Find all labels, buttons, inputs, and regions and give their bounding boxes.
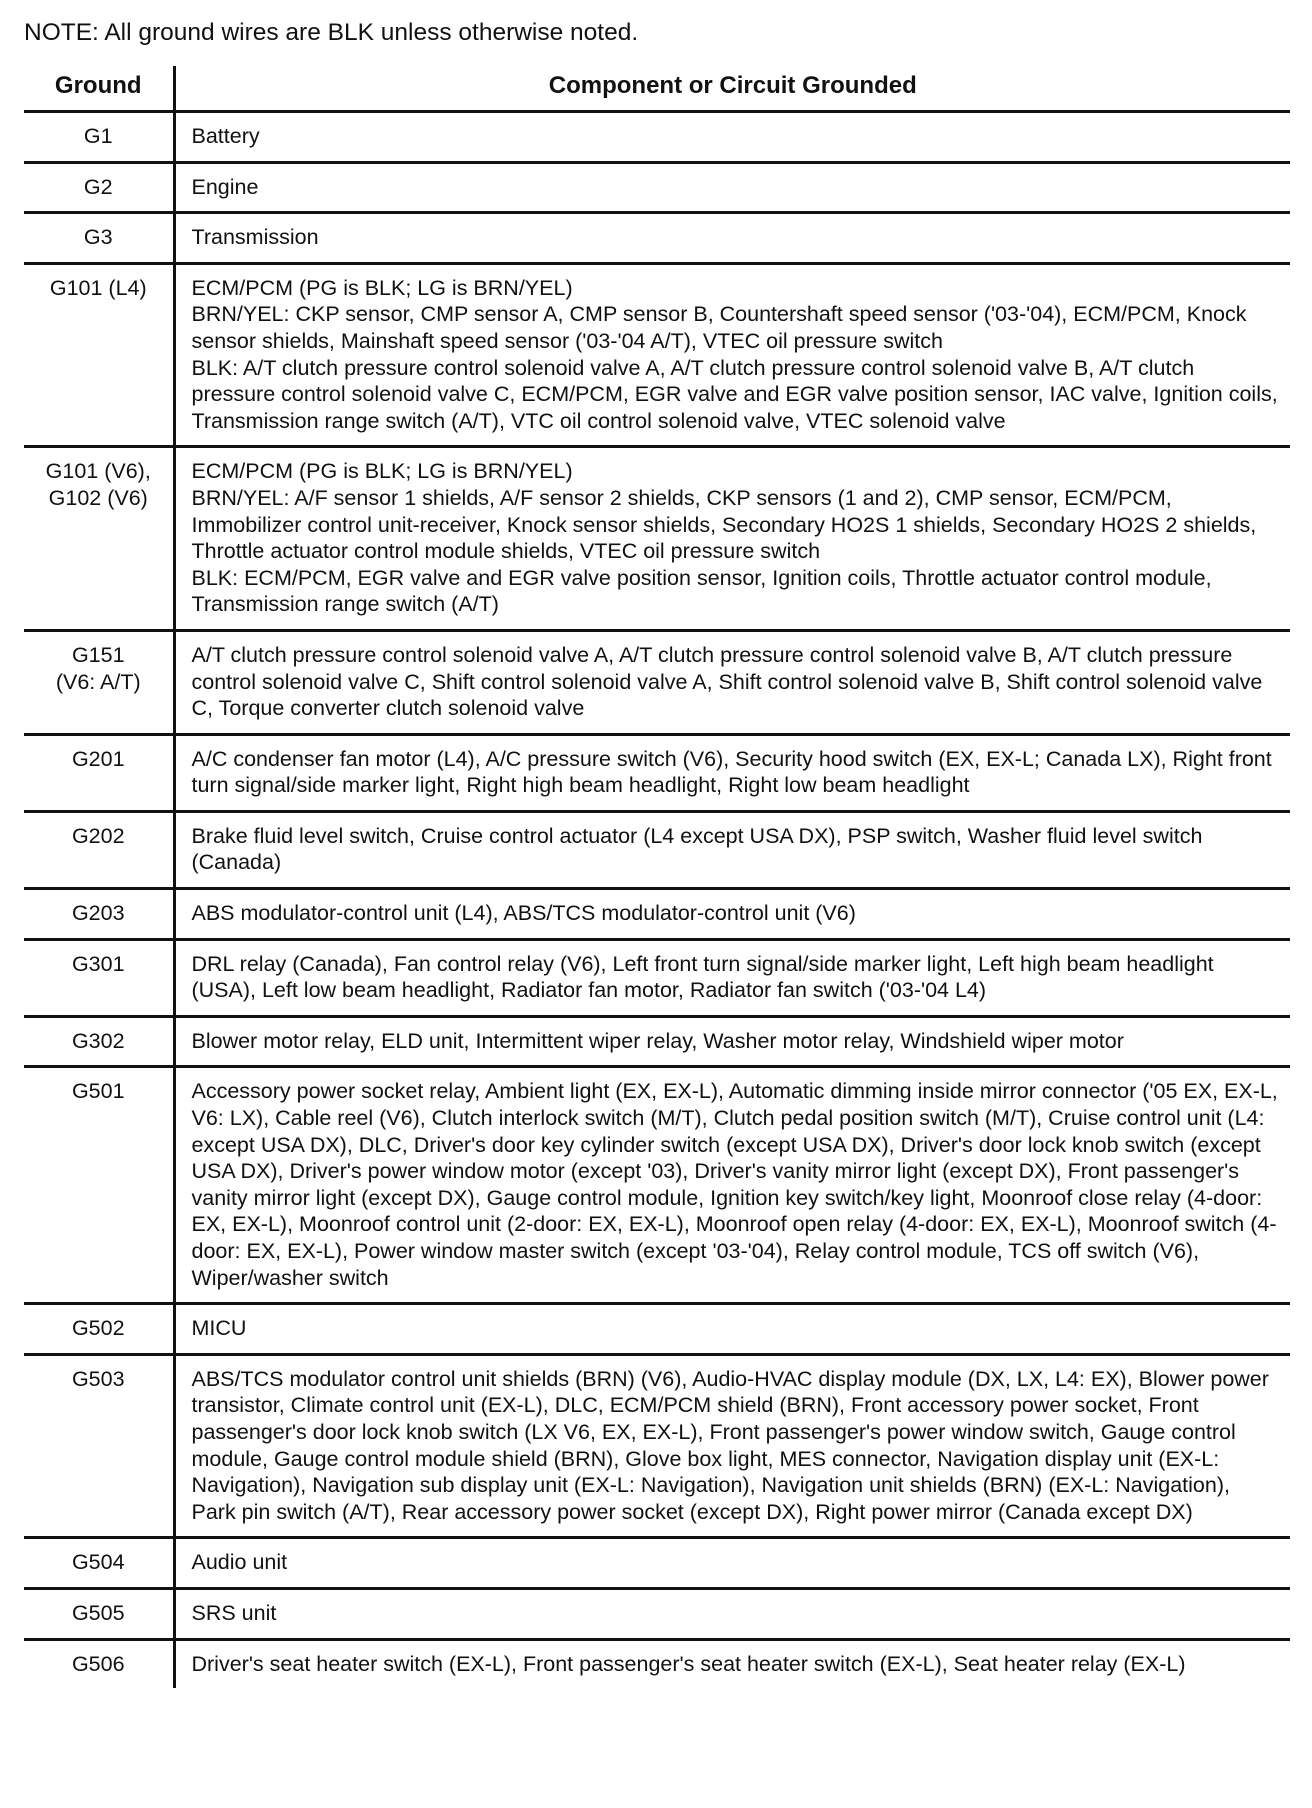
ground-column-header: Ground (24, 66, 174, 112)
page-note: NOTE: All ground wires are BLK unless otherwise noted. (24, 19, 639, 46)
ground-label: G101 (L4) (49, 275, 147, 300)
table-row (24, 112, 1290, 163)
table-row (24, 1016, 1290, 1067)
component-text: SRS unit (191, 1600, 277, 1625)
ground-cell (24, 1639, 174, 1688)
ground-label: G202 (71, 823, 125, 848)
component-text: BLK: ECM/PCM, EGR valve and EGR valve position sensor, Ignition coils, Throttle actuator control module, Transmission range switch (A/T) (191, 565, 1212, 617)
table-row (24, 939, 1290, 1016)
ground-label: G1 (83, 124, 113, 148)
ground-cell (24, 1354, 174, 1538)
component-text: BRN/YEL: CKP sensor, CMP sensor A, CMP sensor B, Countershaft speed sensor ('03-'04), ECM/PCM, Knock sensor shields, Mainshaft speed sensor ('03-'04 A/T), VTEC oil pressure switch (191, 302, 1247, 353)
table-row (24, 734, 1290, 811)
component-text: BLK: A/T clutch pressure control solenoid valve A, A/T clutch pressure control solenoid valve B, A/T clutch pressure control solenoid valve C, ECM/PCM, EGR valve and EGR valve position sensor, IAC valve, Ignition coils, Transmission range switch (A/T), VTC oil control solenoid valve, VTEC solenoid valve (191, 355, 1278, 433)
ground-label: G502 (71, 1316, 125, 1341)
table-row (24, 447, 1290, 631)
component-text: ECM/PCM (PG is BLK; LG is BRN/YEL) (191, 459, 573, 484)
component-cell (174, 630, 1290, 734)
ground-label: G151 (71, 642, 125, 667)
ground-label: G505 (71, 1600, 125, 1625)
table-body (24, 112, 1290, 1689)
component-text: DRL relay (Canada), Fan control relay (V6), Left front turn signal/side marker light, Left high beam headlight (USA), Left low beam headlight, Radiator fan motor, Radiator fan switch ('03-'04 L4) (191, 951, 1214, 1003)
ground-cell (24, 939, 174, 1016)
ground-label: G201 (71, 746, 125, 771)
component-cell (174, 447, 1290, 631)
component-text: Brake fluid level switch, Cruise control actuator (L4 except USA DX), PSP switch, Washer fluid level switch (Canada) (191, 823, 1203, 875)
component-cell (174, 1588, 1290, 1639)
component-cell (174, 1067, 1290, 1304)
component-cell (174, 939, 1290, 1016)
component-text: BRN/YEL: A/F sensor 1 shields, A/F sensor 2 shields, CKP sensors (1 and 2), CMP sensor, ECM/PCM, Immobilizer control unit-receiver, Knock sensor shields, Secondary HO2S 1 shields, Secondary HO2S 2 shields, Throttle actuator control module shields, VTEC oil pressure switch (191, 485, 1257, 564)
ground-cell (24, 1067, 174, 1304)
table-row (24, 162, 1290, 213)
component-cell (174, 889, 1290, 940)
ground-cell (24, 1538, 174, 1589)
table-row (24, 1354, 1290, 1538)
table-row (24, 811, 1290, 888)
table-row (24, 1639, 1290, 1688)
ground-cell (24, 889, 174, 940)
ground-cell (24, 447, 174, 631)
component-cell (174, 1538, 1290, 1589)
table-row (24, 263, 1290, 447)
ground-label: G302 (71, 1028, 125, 1053)
component-text: A/C condenser fan motor (L4), A/C pressure switch (V6), Security hood switch (EX, EX-L; Canada LX), Right front turn signal/side marker light, Right high beam headlight, Right low beam headlight (191, 746, 1272, 798)
component-column-header: Component or Circuit Grounded (174, 66, 1290, 112)
table-row (24, 1538, 1290, 1589)
component-cell (174, 1639, 1290, 1688)
ground-label: G101 (V6), (45, 459, 151, 484)
component-cell (174, 162, 1290, 213)
component-text: Driver's seat heater switch (EX-L), Front passenger's seat heater switch (EX-L), Seat heater relay (EX-L) (191, 1651, 1186, 1676)
table-row (24, 1304, 1290, 1355)
ground-label: G3 (83, 225, 113, 250)
table-row (24, 630, 1290, 734)
component-cell (174, 213, 1290, 264)
component-cell (174, 1016, 1290, 1067)
ground-cell (24, 1016, 174, 1067)
component-text: Blower motor relay, ELD unit, Intermittent wiper relay, Washer motor relay, Windshield wiper motor (191, 1028, 1124, 1053)
component-cell (174, 1354, 1290, 1538)
table-row (24, 1067, 1290, 1304)
ground-cell (24, 1588, 174, 1639)
ground-label: G503 (71, 1366, 125, 1391)
ground-cell (24, 112, 174, 163)
ground-label: G301 (71, 951, 125, 976)
component-cell (174, 811, 1290, 888)
ground-label: G501 (71, 1079, 125, 1104)
component-text: Engine (191, 174, 259, 199)
component-text: ABS modulator-control unit (L4), ABS/TCS modulator-control unit (V6) (191, 901, 856, 926)
table-header-row (24, 66, 1290, 112)
component-text: MICU (191, 1316, 247, 1341)
ground-label: (V6: A/T) (55, 669, 141, 694)
ground-label: G506 (71, 1651, 125, 1676)
ground-cell (24, 734, 174, 811)
ground-label: G203 (71, 901, 125, 926)
component-text: A/T clutch pressure control solenoid valve A, A/T clutch pressure control solenoid valve B, A/T clutch pressure control solenoid valve C, Shift control solenoid valve A, Shift control solenoid valve B, Shift control solenoid valve C, Torque converter clutch solenoid valve (191, 642, 1263, 721)
ground-label: G102 (V6) (48, 485, 148, 510)
ground-cell (24, 630, 174, 734)
component-cell (174, 734, 1290, 811)
table-row (24, 1588, 1290, 1639)
ground-cell (24, 162, 174, 213)
ground-cell (24, 811, 174, 888)
ground-cell (24, 263, 174, 447)
ground-label: G504 (71, 1550, 125, 1575)
ground-cell (24, 213, 174, 264)
ground-cell (24, 1304, 174, 1355)
component-text: Battery (191, 124, 260, 148)
component-text: Audio unit (191, 1550, 288, 1575)
table-row (24, 889, 1290, 940)
component-cell (174, 112, 1290, 163)
ground-table (24, 66, 1290, 1688)
ground-label: G2 (83, 174, 113, 199)
component-cell (174, 263, 1290, 447)
component-text: ECM/PCM (PG is BLK; LG is BRN/YEL) (191, 275, 573, 300)
table-row (24, 213, 1290, 264)
component-text: Accessory power socket relay, Ambient light (EX, EX-L), Automatic dimming inside mirror connector ('05 EX, EX-L, V6: LX), Cable reel (V6), Clutch interlock switch (M/T), Clutch pedal position switch (M/T), Cruise control unit (L4: except USA DX), DLC, Driver's door key cylinder switch (except USA DX), Driver's door lock knob switch (except USA DX), Driver's power window motor (except '03), Driver's vanity mirror light (except DX), Front passenger's vanity mirror light (except DX), Gauge control module, Ignition key switch/key light, Moonroof close relay (4-door: EX, EX-L), Moonroof control unit (2-door: EX, EX-L), Moonroof open relay (4-door: EX, EX-L), Moonroof switch (4-door: EX, EX-L), Power window master switch (except '03-'04), Relay control module, TCS off switch (V6), Wiper/washer switch (191, 1079, 1278, 1290)
component-text: Transmission (191, 225, 319, 250)
component-text: ABS/TCS modulator control unit shields (BRN) (V6), Audio-HVAC display module (DX, LX, L4: EX), Blower power transistor, Climate control unit (EX-L), DLC, ECM/PCM shield (BRN), Front accessory power socket, Front passenger's door lock knob switch (LX V6, EX, EX-L), Front passenger's power window switch, Gauge control module, Gauge control module shield (BRN), Glove box light, MES connector, Navigation display unit (EX-L: Navigation), Navigation sub display unit (EX-L: Navigation), Navigation unit shields (BRN) (EX-L: Navigation), Park pin switch (A/T), Rear accessory power socket (except DX), Right power mirror (Canada except DX) (191, 1366, 1269, 1524)
component-cell (174, 1304, 1290, 1355)
